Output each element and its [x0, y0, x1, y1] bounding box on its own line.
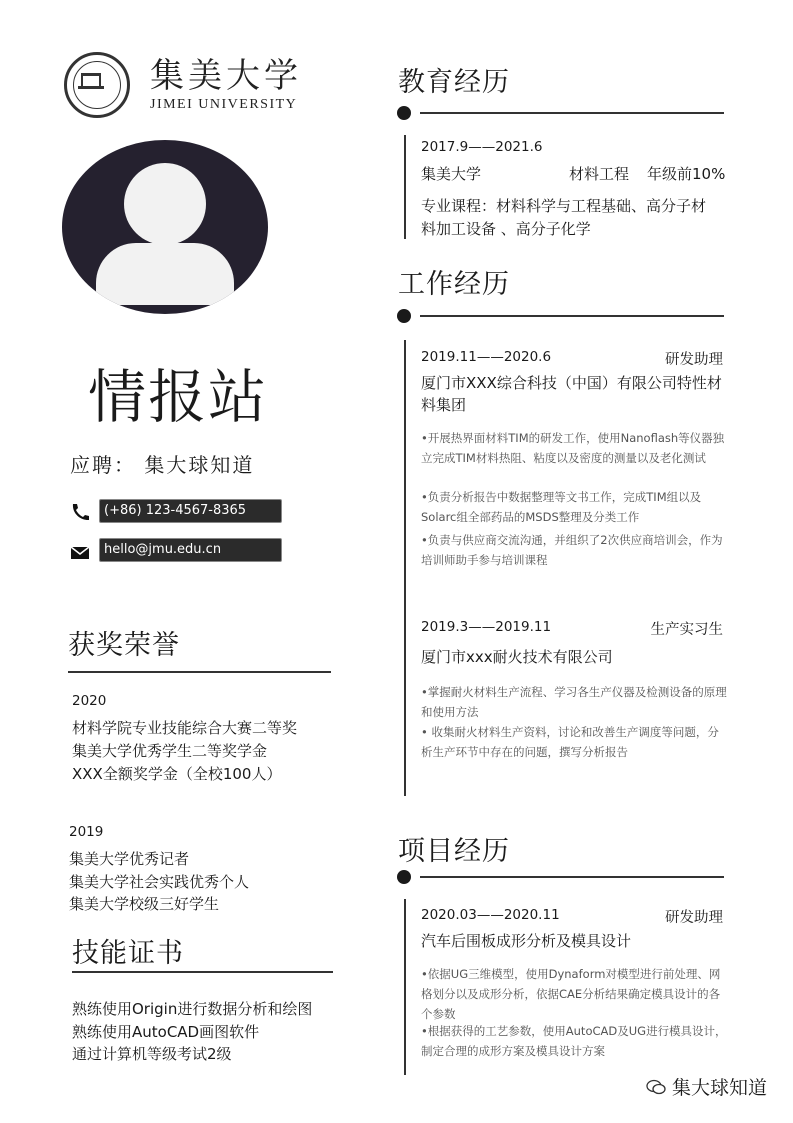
work-date: 2019.11——2020.6	[421, 349, 552, 365]
education-heading: 教育经历	[398, 67, 510, 98]
education-date: 2017.9——2021.6	[421, 139, 543, 155]
work-date: 2019.3——2019.11	[421, 619, 552, 635]
candidate-name: 情报站	[88, 363, 269, 431]
work-bullet: •负责分析报告中数据整理等文书工作，完成TIM组以及Solarc组全部药品的MSDS整理及分类工作	[421, 490, 702, 524]
projects-heading: 项目经历	[398, 836, 510, 867]
project-date: 2020.03——2020.11	[421, 907, 560, 923]
timeline-dot	[397, 870, 411, 884]
phone-number: (+86) 123-4567-8365	[99, 499, 282, 523]
project-bullet: •根据获得的工艺参数，使用AutoCAD及UG进行模具设计，制定合理的成形方案及模具设计方案	[421, 1024, 727, 1058]
timeline-line	[404, 899, 406, 1075]
avatar	[62, 140, 268, 314]
education-courses: 专业课程：材料科学与工程基础、高分子材料加工设备 、高分子化学	[421, 197, 707, 238]
watermark-text: 集大球知道	[672, 1077, 768, 1099]
project-role: 研发助理	[665, 910, 723, 926]
skill-item: 通过计算机等级考试2级	[72, 1045, 232, 1063]
mail-icon	[70, 544, 90, 562]
timeline-dot	[397, 106, 411, 120]
university-seal-logo	[64, 52, 130, 118]
award-item: 集美大学校级三好学生	[69, 895, 220, 913]
work-bullet: • 收集耐火材料生产资料，讨论和改善生产调度等问题，分析生产环节中存在的问题，撰写分析报告	[421, 725, 719, 759]
timeline-line	[404, 340, 406, 796]
awards-year: 2019	[69, 824, 104, 840]
project-name: 汽车后围板成形分析及模具设计	[421, 932, 632, 950]
skills-divider	[72, 971, 333, 973]
timeline-dot	[397, 309, 411, 323]
education-divider	[420, 112, 724, 114]
projects-divider	[420, 876, 724, 878]
skill-item: 熟练使用AutoCAD画图软件	[72, 1023, 260, 1041]
award-item: 材料学院专业技能综合大赛二等奖	[72, 719, 298, 737]
university-name-cn: 集美大学	[150, 56, 302, 96]
skills-heading: 技能证书	[72, 938, 184, 969]
email-address: hello@jmu.edu.cn	[99, 538, 282, 562]
apply-target: 集大球知道	[144, 453, 255, 477]
award-item: 集美大学优秀记者	[69, 850, 190, 868]
work-divider	[420, 315, 724, 317]
project-bullet: •依据UG三维模型，使用Dynaform对模型进行前处理、网格划分以及成形分析，依据CAE分析结果确定模具设计的各个参数	[421, 967, 721, 1021]
work-bullet: •掌握耐火材料生产流程、学习各生产仪器及检测设备的原理和使用方法	[421, 685, 727, 719]
education-rank: 年级前10%	[647, 165, 726, 183]
apply-label: 应聘：	[70, 453, 136, 477]
work-role: 研发助理	[665, 352, 723, 368]
award-item: 集美大学社会实践优秀个人	[69, 873, 250, 891]
education-school: 集美大学	[421, 165, 482, 183]
awards-heading: 获奖荣誉	[68, 630, 180, 661]
education-major: 材料工程	[569, 165, 630, 183]
work-role: 生产实习生	[650, 622, 723, 638]
award-item: XXX全额奖学金（全校100人）	[72, 765, 282, 783]
timeline-line	[404, 135, 406, 239]
wechat-icon	[646, 1079, 666, 1095]
skill-item: 熟练使用Origin进行数据分析和绘图	[72, 1000, 313, 1018]
awards-divider	[68, 671, 331, 673]
work-org: 厦门市XXX综合科技（中国）有限公司特性材料集团	[421, 374, 722, 414]
work-org: 厦门市xxx耐火技术有限公司	[421, 648, 613, 666]
university-name-en: JIMEI UNIVERSITY	[150, 97, 298, 112]
apply-line	[70, 449, 254, 478]
award-item: 集美大学优秀学生二等奖学金	[72, 742, 268, 760]
work-bullet: •开展热界面材料TIM的研发工作，使用Nanoflash等仪器独立完成TIM材料热阻、粘度以及密度的测量以及老化测试	[421, 431, 725, 465]
awards-year: 2020	[72, 693, 107, 709]
phone-icon	[70, 503, 90, 521]
work-bullet: •负责与供应商交流沟通，并组织了2次供应商培训会，作为培训师助手参与培训课程	[421, 533, 723, 567]
work-heading: 工作经历	[398, 269, 510, 300]
